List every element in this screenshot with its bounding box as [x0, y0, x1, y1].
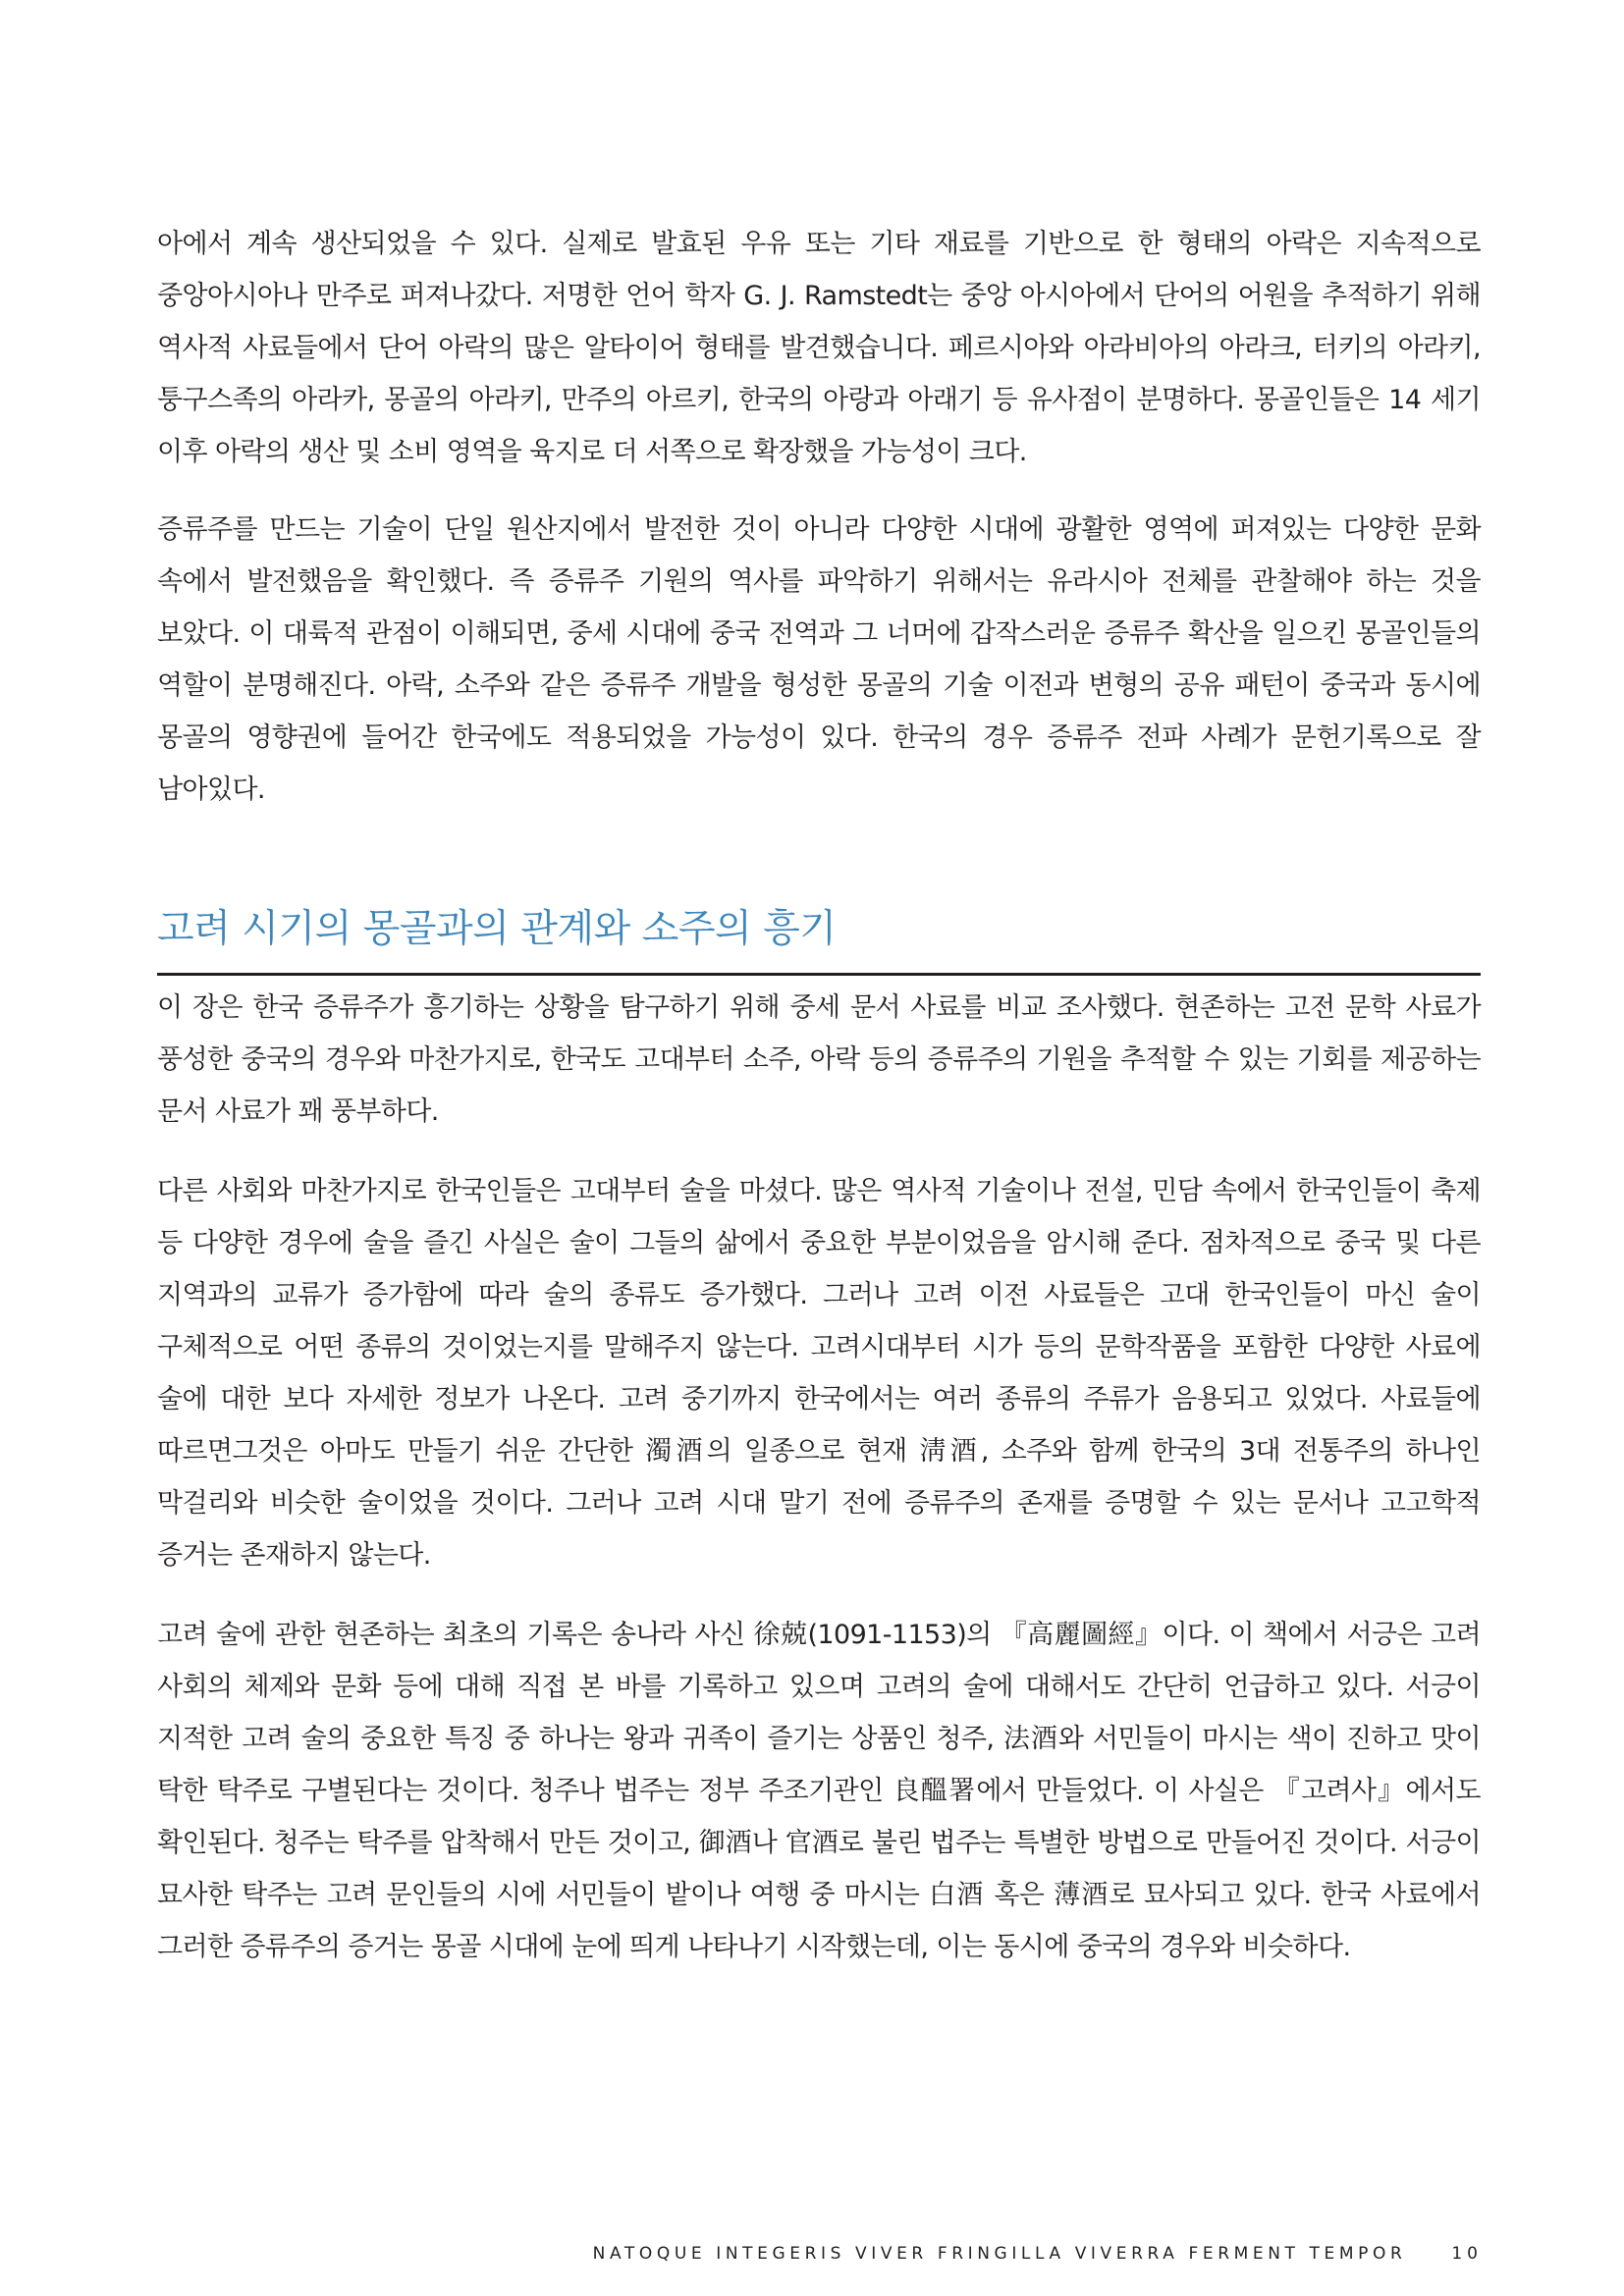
section-body	[157, 982, 1481, 1973]
goryeo-section	[157, 902, 1481, 1973]
page-body	[157, 218, 1481, 2001]
section-heading: 고려 시기의 몽골과의 관계와 소주의 흥기	[157, 902, 1481, 976]
page-number: 10	[1451, 2244, 1483, 2264]
running-title: NATOQUE INTEGERIS VIVER FRINGILLA VIVERRA FERMENT TEMPOR	[592, 2244, 1407, 2264]
body-paragraph: 고려 술에 관한 현존하는 최초의 기록은 송나라 사신 徐兢(1091-1153)의 『高麗圖經』이다. 이 책에서 서긍은 고려 사회의 체제와 문화 등에 대해 직접 본 바를 기록하고 있으며 고려의 술에 대해서도 간단히 언급하고 있다. 서긍이 지적한 고려 술의 중요한 특징 중 하나는 왕과 귀족이 즐기는 상품인 청주, 法酒와 서민들이 마시는 색이 진하고 맛이 탁한 탁주로 구별된다는 것이다. 청주나 법주는 정부 주조기관인 良醞署에서 만들었다. 이 사실은 『고려사』에서도 확인된다. 청주는 탁주를 압착해서 만든 것이고, 御酒나 官酒로 불린 법주는 특별한 방법으로 만들어진 것이다. 서긍이 묘사한 탁주는 고려 문인들의 시에 서민들이 밭이나 여행 중 마시는 白酒 혹은 薄酒로 묘사되고 있다. 한국 사료에서 그러한 증류주의 증거는 몽골 시대에 눈에 띄게 나타나기 시작했는데, 이는 동시에 중국의 경우와 비슷하다.	[157, 1620, 1481, 1962]
body-paragraph: 아에서 계속 생산되었을 수 있다. 실제로 발효된 우유 또는 기타 재료를 기반으로 한 형태의 아락은 지속적으로 중앙아시아나 만주로 퍼져나갔다. 저명한 언어 학자 G. J. Ramstedt는 중앙 아시아에서 단어의 어원을 추적하기 위해 역사적 사료들에서 단어 아락의 많은 알타이어 형태를 발견했습니다. 페르시아와 아라비아의 아라크, 터키의 아라키, 퉁구스족의 아라카, 몽골의 아라키, 만주의 아르키, 한국의 아랑과 아래기 등 유사점이 분명하다. 몽골인들은 14 세기 이후 아락의 생산 및 소비 영역을 육지로 더 서쪽으로 확장했을 가능성이 크다.	[157, 229, 1481, 467]
body-paragraph: 다른 사회와 마찬가지로 한국인들은 고대부터 술을 마셨다. 많은 역사적 기술이나 전설, 민담 속에서 한국인들이 축제 등 다양한 경우에 술을 즐긴 사실은 술이 그들의 삶에서 중요한 부분이었음을 암시해 준다. 점차적으로 중국 및 다른 지역과의 교류가 증가함에 따라 술의 종류도 증가했다. 그러나 고려 이전 사료들은 고대 한국인들이 마신 술이 구체적으로 어떤 종류의 것이었는지를 말해주지 않는다. 고려시대부터 시가 등의 문학작품을 포함한 다양한 사료에 술에 대한 보다 자세한 정보가 나온다. 고려 중기까지 한국에서는 여러 종류의 주류가 음용되고 있었다. 사료들에 따르면그것은 아마도 만들기 쉬운 간단한 濁酒의 일종으로 현재 淸酒, 소주와 함께 한국의 3대 전통주의 하나인 막걸리와 비슷한 술이었을 것이다. 그러나 고려 시대 말기 전에 증류주의 존재를 증명할 수 있는 문서나 고고학적 증거는 존재하지 않는다.	[157, 1176, 1481, 1571]
page-footer	[511, 2244, 1483, 2264]
body-paragraph: 증류주를 만드는 기술이 단일 원산지에서 발전한 것이 아니라 다양한 시대에 광활한 영역에 퍼져있는 다양한 문화 속에서 발전했음을 확인했다. 즉 증류주 기원의 역사를 파악하기 위해서는 유라시아 전체를 관찰해야 하는 것을 보았다. 이 대륙적 관점이 이해되면, 중세 시대에 중국 전역과 그 너머에 갑작스러운 증류주 확산을 일으킨 몽골인들의 역할이 분명해진다. 아락, 소주와 같은 증류주 개발을 형성한 몽골의 기술 이전과 변형의 공유 패턴이 중국과 동시에 몽골의 영향권에 들어간 한국에도 적용되었을 가능성이 있다. 한국의 경우 증류주 전파 사례가 문헌기록으로 잘 남아있다.	[157, 514, 1481, 805]
intro-section	[157, 218, 1481, 816]
body-paragraph: 이 장은 한국 증류주가 흥기하는 상황을 탐구하기 위해 중세 문서 사료를 비교 조사했다. 현존하는 고전 문학 사료가 풍성한 중국의 경우와 마찬가지로, 한국도 고대부터 소주, 아락 등의 증류주의 기원을 추적할 수 있는 기회를 제공하는 문서 사료가 꽤 풍부하다.	[157, 992, 1481, 1127]
